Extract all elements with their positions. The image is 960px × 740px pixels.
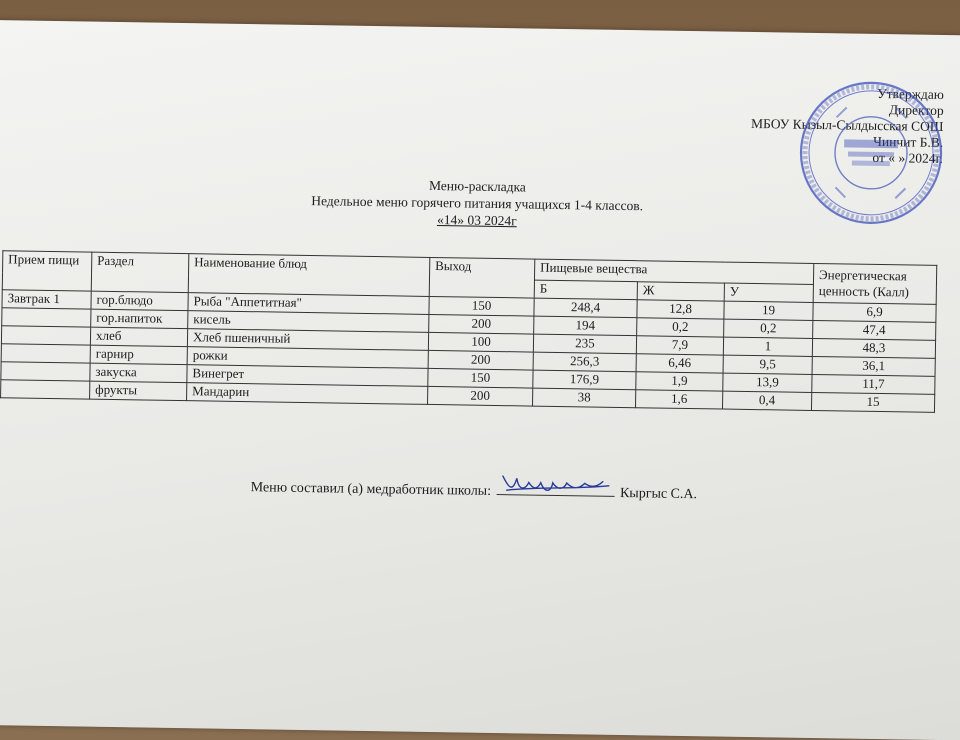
cell-section: гор.блюдо bbox=[91, 291, 188, 311]
cell-output: 150 bbox=[429, 296, 534, 316]
cell-dish: Винегрет bbox=[187, 365, 428, 387]
cell-output: 100 bbox=[428, 332, 533, 352]
signature-icon bbox=[496, 468, 616, 498]
cell-b: 248,4 bbox=[534, 298, 637, 318]
cell-zh: 0,2 bbox=[637, 318, 724, 337]
header-zh: Ж bbox=[637, 282, 724, 301]
cell-output: 200 bbox=[428, 350, 533, 370]
cell-dish: кисель bbox=[188, 311, 429, 333]
header-meal: Прием пищи bbox=[2, 251, 92, 291]
header-nutrients: Пищевые вещества bbox=[534, 259, 813, 284]
cell-meal bbox=[1, 326, 90, 345]
menu-table bbox=[0, 250, 937, 413]
cell-meal bbox=[1, 344, 90, 363]
approval-position: Директор bbox=[888, 102, 944, 118]
cell-u: 19 bbox=[724, 301, 813, 320]
document-subtitle: Недельное меню горячего питания учащихся 1-4 классов. bbox=[311, 193, 644, 214]
cell-section: гарнир bbox=[90, 345, 187, 365]
cell-b: 38 bbox=[533, 388, 636, 408]
header-section: Раздел bbox=[91, 252, 189, 293]
cell-dish: рожки bbox=[187, 347, 428, 369]
cell-section: фрукты bbox=[90, 381, 187, 401]
cell-energy: 6,9 bbox=[813, 302, 936, 322]
cell-section: закуска bbox=[90, 363, 187, 383]
cell-energy: 47,4 bbox=[813, 320, 936, 340]
cell-energy: 48,3 bbox=[812, 338, 935, 358]
composed-by-line bbox=[251, 476, 698, 503]
cell-meal bbox=[1, 380, 90, 399]
cell-dish: Рыба "Аппетитная" bbox=[188, 293, 429, 315]
menu-document bbox=[0, 20, 960, 740]
cell-zh: 12,8 bbox=[637, 300, 724, 319]
cell-u: 1 bbox=[723, 337, 812, 356]
approval-title: Утверждаю bbox=[877, 85, 945, 102]
signature-line bbox=[496, 480, 614, 497]
approval-director: Чинчит Б.В. bbox=[873, 133, 944, 150]
cell-u: 9,5 bbox=[723, 355, 812, 374]
cell-b: 176,9 bbox=[533, 370, 636, 390]
header-output: Выход bbox=[429, 257, 535, 298]
cell-zh: 7,9 bbox=[636, 336, 723, 355]
cell-b: 235 bbox=[533, 334, 636, 354]
cell-u: 0,2 bbox=[724, 319, 813, 338]
menu-table-body bbox=[1, 290, 937, 413]
document-heading bbox=[247, 174, 708, 232]
cell-meal bbox=[2, 308, 91, 327]
composed-by-label: Меню составил (а) медработник школы: bbox=[250, 480, 492, 499]
cell-b: 194 bbox=[534, 316, 637, 336]
cell-u: 0,4 bbox=[722, 391, 811, 410]
approval-school: МБОУ Кызыл-Сылдысская СОШ bbox=[751, 115, 944, 134]
cell-zh: 6,46 bbox=[636, 354, 723, 373]
approval-date: от « » 2024г. bbox=[872, 149, 944, 166]
header-dish: Наименование блюд bbox=[188, 254, 430, 297]
cell-zh: 1,9 bbox=[636, 372, 723, 391]
cell-meal bbox=[1, 362, 90, 381]
cell-energy: 11,7 bbox=[812, 374, 935, 394]
cell-b: 256,3 bbox=[533, 352, 636, 372]
cell-dish: Мандарин bbox=[187, 383, 428, 405]
school-stamp-icon bbox=[795, 77, 947, 229]
cell-meal: Завтрак 1 bbox=[2, 290, 91, 309]
cell-dish: Хлеб пшеничный bbox=[187, 329, 428, 351]
cell-section: хлеб bbox=[90, 327, 187, 347]
cell-energy: 15 bbox=[811, 392, 934, 412]
cell-energy: 36,1 bbox=[812, 356, 935, 376]
cell-output: 150 bbox=[428, 368, 533, 388]
header-u: У bbox=[724, 283, 813, 302]
document-title: Меню-раскладка bbox=[428, 177, 526, 195]
cell-output: 200 bbox=[428, 386, 533, 406]
cell-zh: 1,6 bbox=[635, 390, 722, 409]
cell-section: гор.напиток bbox=[91, 309, 188, 329]
header-energy: Энергетическая ценность (Калл) bbox=[813, 263, 937, 304]
cell-u: 13,9 bbox=[723, 373, 812, 392]
document-date: «14» 03 2024г bbox=[436, 212, 517, 229]
nurse-name: Кыргыс С.А. bbox=[619, 485, 698, 503]
header-b: Б bbox=[534, 280, 637, 300]
cell-output: 200 bbox=[429, 314, 534, 334]
